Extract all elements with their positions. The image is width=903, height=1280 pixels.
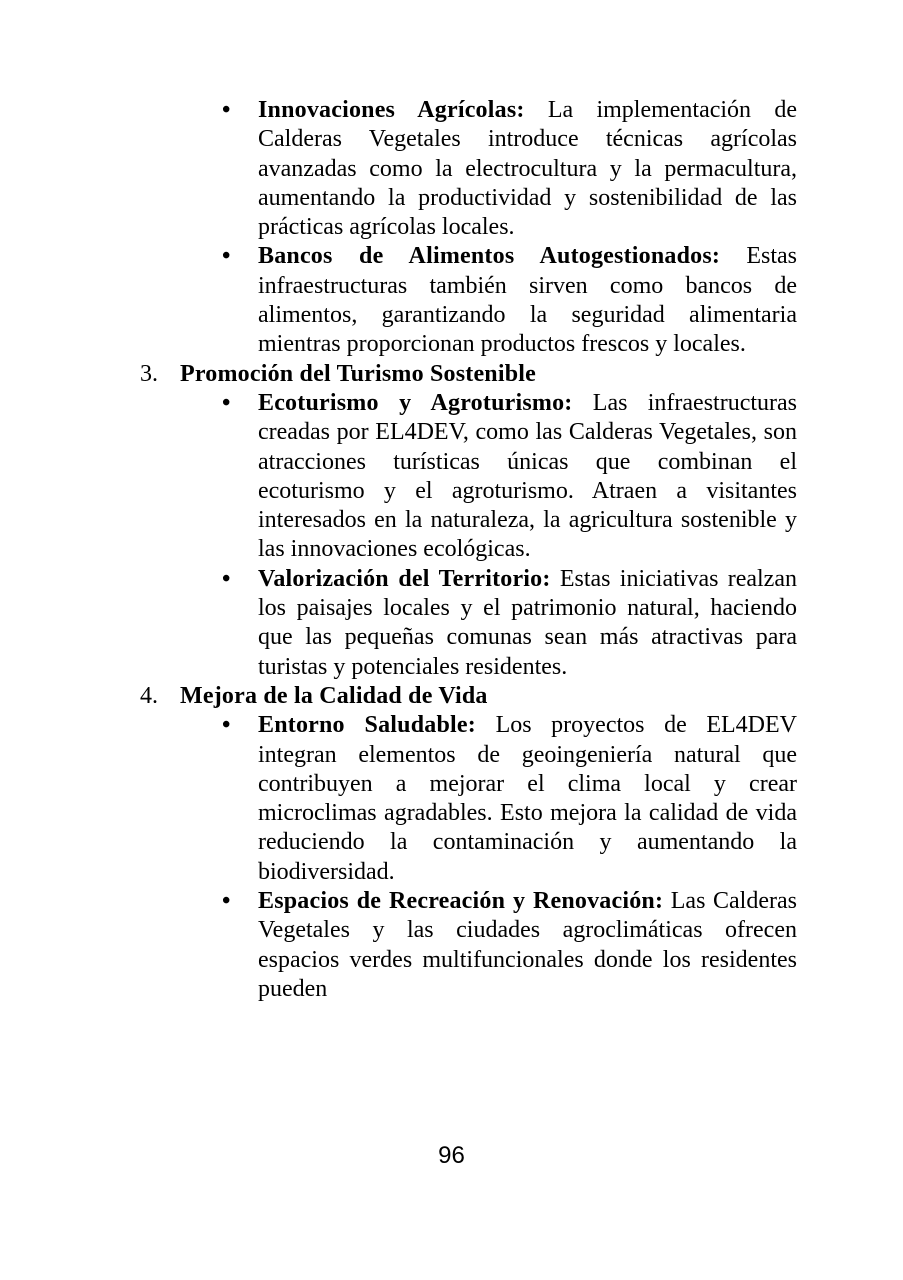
- bullet-paragraph: [258, 711, 797, 887]
- bullet-text: Estas infraestructuras también sirven como bancos de alimentos, garantizando la seguridad alimentaria mientras proporcionan productos frescos y locales.: [258, 243, 798, 358]
- page-number: 96: [438, 1142, 465, 1169]
- bullet-lead: Valorización del Territorio:: [258, 565, 551, 592]
- bullet-marker: •: [222, 389, 231, 416]
- bullet-marker: •: [222, 712, 231, 739]
- bullet-text: La implementación de Calderas Vegetales introduce técnicas agrícolas avanzadas como la electrocultura y la permacultura, aumentando la productividad y sostenibilidad de las prácticas agrícolas locales.: [258, 97, 797, 241]
- bullet-lead: Ecoturismo y Agroturismo:: [258, 389, 573, 416]
- bullet-marker: •: [222, 97, 231, 123]
- bullet-text: Las Calderas Vegetales y las ciudades agroclimáticas ofrecen espacios verdes multifuncionales donde los residentes pueden: [258, 888, 797, 1002]
- page-content: [140, 96, 797, 1004]
- list-item: [222, 242, 797, 359]
- bullet-lead: Entorno Saludable:: [258, 712, 476, 739]
- bullet-marker: •: [222, 243, 231, 270]
- heading-title: Promoción del Turismo Sostenible: [180, 360, 536, 387]
- bullet-paragraph: [258, 389, 797, 565]
- heading-title: Mejora de la Calidad de Vida: [180, 682, 488, 709]
- bullet-text: Estas iniciativas realzan los paisajes locales y el patrimonio natural, haciendo que las pequeñas comunas sean más atractivas para turistas y potenciales residentes.: [258, 565, 797, 680]
- bullet-paragraph: [258, 242, 797, 359]
- bullet-lead: Innovaciones Agrícolas:: [258, 97, 525, 123]
- bullet-marker: •: [222, 565, 231, 592]
- bullet-paragraph: [258, 887, 797, 1004]
- list-item: [222, 389, 797, 565]
- bullet-lead: Bancos de Alimentos Autogestionados:: [258, 243, 721, 270]
- bullet-paragraph: [258, 96, 797, 242]
- list-item: [222, 565, 797, 682]
- bullet-text: Los proyectos de EL4DEV integran elementos de geoingeniería natural que contribuyen a mejorar el clima local y crear microclimas agradables. Esto mejora la calidad de vida reduciendo la contaminación y aumentando la biodiversidad.: [258, 712, 798, 885]
- bullet-lead: Espacios de Recreación y Renovación:: [258, 888, 664, 915]
- heading-number: 3.: [140, 360, 158, 387]
- bullet-text: Las infraestructuras creadas por EL4DEV, como las Calderas Vegetales, son atracciones turísticas únicas que combinan el ecoturismo y el agroturismo. Atraen a visitantes interesados en la naturaleza, la agricultura sostenible y las innovaciones ecológicas.: [258, 389, 797, 563]
- list-item: [222, 96, 797, 242]
- bullet-paragraph: [258, 565, 797, 682]
- numbered-heading: [140, 360, 797, 389]
- numbered-heading: [140, 682, 797, 711]
- bullet-marker: •: [222, 888, 231, 915]
- list-item: [222, 887, 797, 1004]
- heading-number: 4.: [140, 682, 158, 709]
- list-item: [222, 711, 797, 887]
